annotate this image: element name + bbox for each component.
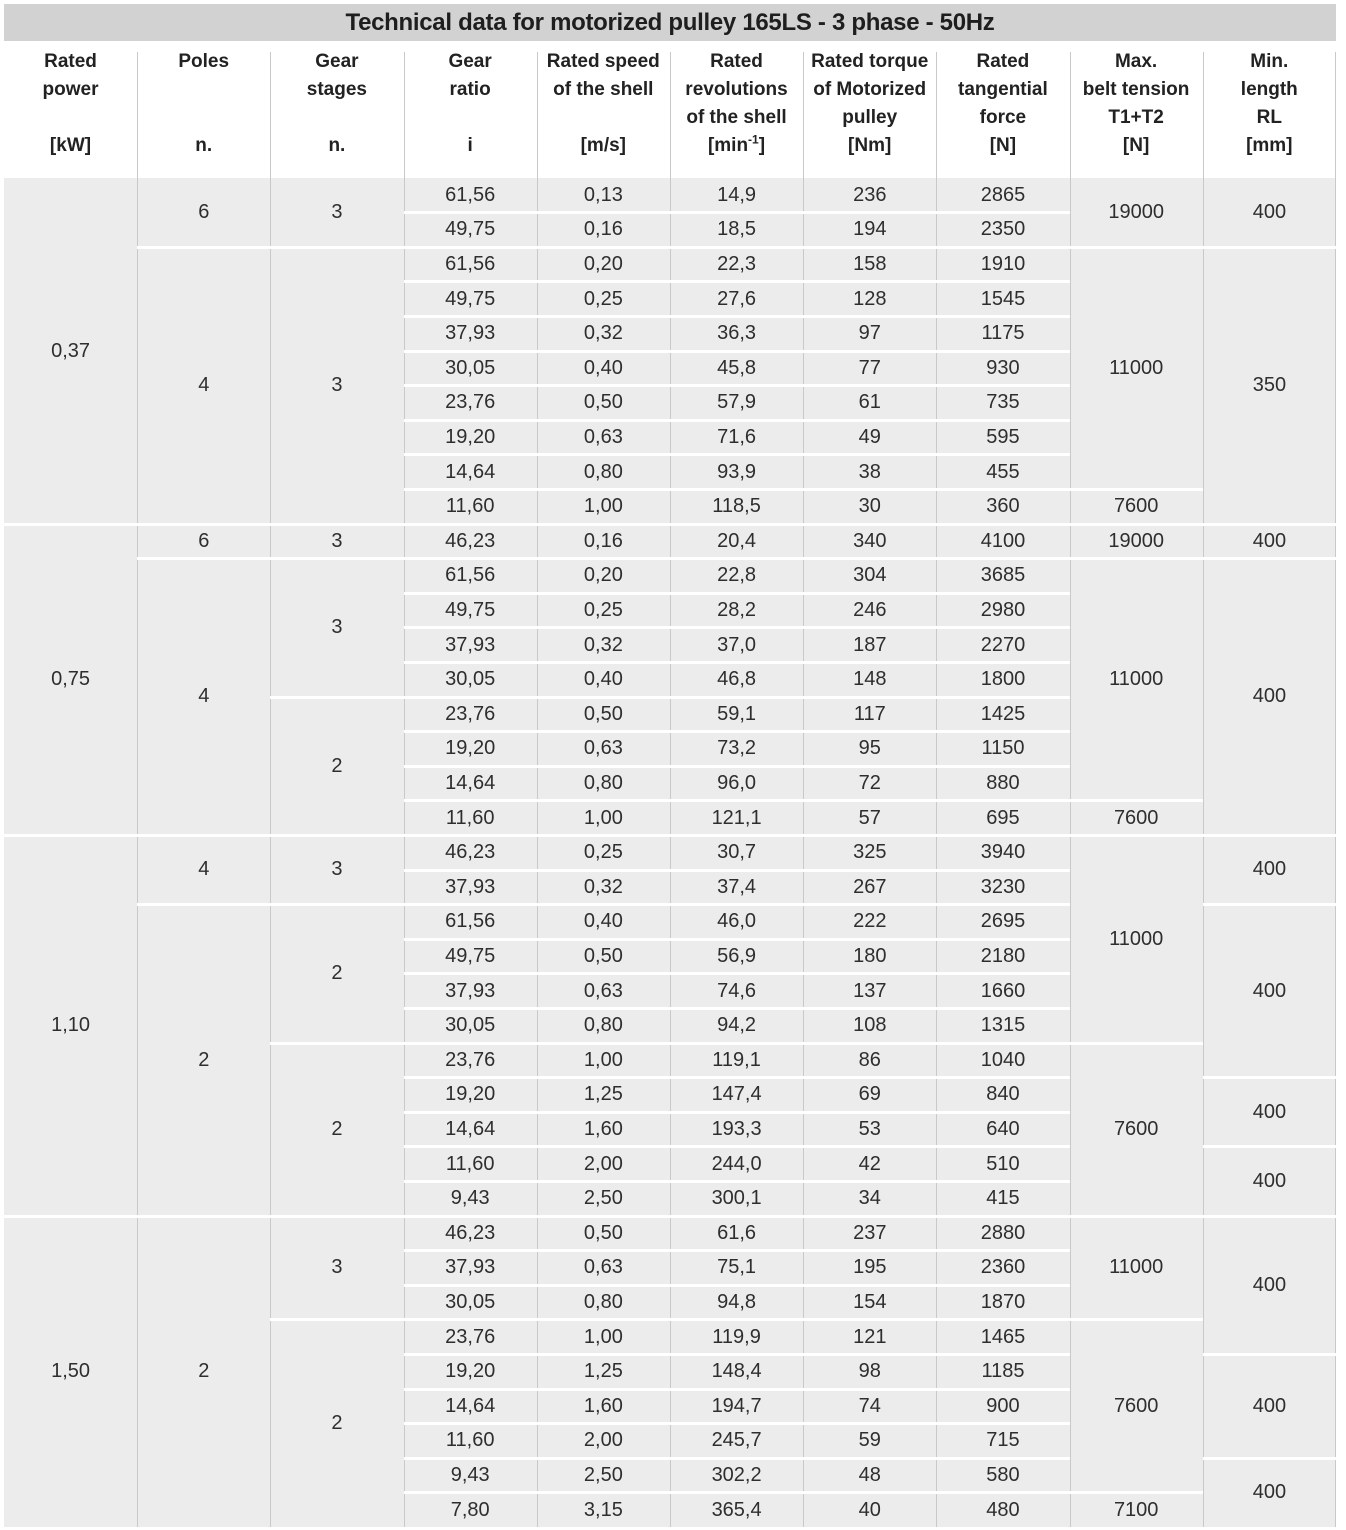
power-cell: 1,10 [51,1014,91,1037]
table-cell: 108 [853,1014,887,1037]
stages-cell: 3 [331,201,343,224]
column-header-line: stages [306,79,367,100]
table-cell: 59,1 [717,702,757,725]
table-cell: 46,23 [445,841,496,864]
table-cell: 0,63 [583,1256,623,1279]
tension-cell: 19000 [1108,529,1164,552]
table-cell: 7,80 [450,1498,490,1521]
table-cell: 510 [986,1152,1020,1175]
table-cell: 37,93 [445,633,496,656]
table-cell: 595 [986,425,1020,448]
table-cell: 1,00 [583,1325,623,1348]
table-cell: 37,93 [445,875,496,898]
table-cell: 96,0 [717,771,757,794]
table-cell: 1185 [981,1360,1025,1383]
table-cell: 19,20 [445,1360,496,1383]
table-cell: 23,76 [445,1325,496,1348]
table-cell: 0,16 [583,218,623,241]
table-cell: 3940 [980,841,1026,864]
table-cell: 193,3 [711,1117,762,1140]
table-cell: 4100 [980,529,1026,552]
table-cell: 20,4 [717,529,757,552]
table-cell: 2,50 [583,1463,623,1486]
table-cell: 0,25 [583,841,623,864]
table-cell: 75,1 [717,1256,757,1279]
table-cell: 137 [853,979,887,1002]
table-cell: 49,75 [445,598,496,621]
table-cell: 37,4 [717,875,757,898]
table-cell: 11,60 [445,806,495,829]
table-cell: 580 [986,1463,1020,1486]
length-cell: 400 [1252,1481,1287,1504]
table-cell: 1,00 [583,1048,623,1071]
table-cell: 194,7 [711,1394,762,1417]
column-header-line: length [1240,79,1298,100]
table-cell: 38 [858,460,881,483]
stages-cell: 2 [331,1412,343,1435]
table-cell: 0,80 [583,460,623,483]
table-cell: 27,6 [717,287,757,310]
table-cell: 30,05 [445,1014,496,1037]
table-cell: 304 [853,564,887,587]
table-cell: 37,0 [717,633,757,656]
length-cell: 400 [1252,1100,1287,1123]
table-cell: 61,56 [445,910,496,933]
column-header-4 [537,48,670,176]
table-cell: 246 [853,598,887,621]
tension-cell: 7600 [1113,1118,1159,1140]
table-cell: 37,93 [445,1256,496,1279]
table-cell: 11,60 [445,1152,495,1175]
table-cell: 930 [986,356,1020,379]
poles-cell: 6 [198,201,210,224]
table-cell: 148 [853,668,887,691]
column-header-line: belt tension [1082,79,1190,100]
table-cell: 0,63 [583,737,623,760]
column-header-line: [Nm] [848,135,892,156]
poles-cell: 4 [198,685,210,708]
column-header-line: pulley [842,107,898,128]
column-header-3 [404,48,537,176]
table-cell: 23,76 [445,391,496,414]
table-cell: 37,93 [445,322,496,345]
table-cell: 48 [858,1463,881,1486]
table-cell: 22,3 [717,252,757,275]
tension-cell: 11000 [1109,1256,1164,1279]
length-cell: 400 [1252,858,1287,881]
length-cell: 400 [1252,685,1287,708]
table-cell: 9,43 [450,1187,490,1210]
column-header-line [270,104,403,132]
length-cell: 350 [1252,374,1287,397]
table-cell: 2360 [980,1256,1026,1279]
table-cell: 23,76 [445,1048,496,1071]
table-cell: 0,50 [583,944,623,967]
table-cell: 715 [986,1429,1020,1452]
table-cell: 360 [986,495,1020,518]
table-cell: 46,0 [717,910,757,933]
table-cell: 187 [853,633,887,656]
table-cell: 34 [858,1187,881,1210]
table-cell: 49,75 [445,287,496,310]
column-header-8 [1070,48,1203,176]
table-cell: 1,00 [583,495,623,518]
stages-cell: 3 [331,1256,343,1279]
table-cell: 148,4 [711,1360,762,1383]
table-cell: 480 [986,1498,1020,1521]
column-header-line [537,104,670,132]
poles-cell: 4 [198,858,210,881]
column-header-line [404,104,537,132]
table-cell: 128 [853,287,887,310]
table-cell: 74 [858,1394,881,1417]
table-cell: 2880 [980,1221,1026,1244]
column-header-7 [936,48,1069,176]
table-cell: 28,2 [717,598,757,621]
stages-cell: 3 [331,858,343,881]
table-cell: 119,9 [712,1325,761,1348]
table-cell: 74,6 [717,979,757,1002]
table-cell: 14,9 [717,183,757,206]
table-cell: 2,00 [583,1152,623,1175]
table-cell: 49,75 [445,944,496,967]
table-cell: 0,40 [583,910,623,933]
table-cell: 0,25 [583,598,623,621]
column-header-line: revolutions [685,79,788,100]
stages-cell: 2 [331,754,343,777]
table-cell: 1,60 [583,1394,623,1417]
table-cell: 245,7 [711,1429,762,1452]
table-cell: 455 [986,460,1020,483]
table-cell: 71,6 [717,425,757,448]
table-cell: 19,20 [445,737,496,760]
table-cell: 0,80 [583,771,623,794]
table-cell: 0,50 [583,391,623,414]
table-cell: 61 [858,391,881,414]
poles-cell: 4 [198,374,210,397]
length-cell: 400 [1252,1394,1287,1417]
column-header-line: Rated torque [811,51,929,72]
table-cell: 30,7 [717,841,757,864]
table-cell: 57 [858,806,881,829]
poles-cell: 2 [198,1360,210,1383]
table-cell: 154 [853,1290,887,1313]
stages-cell: 2 [331,1118,343,1140]
table-cell: 19,20 [445,425,496,448]
length-cell: 400 [1252,201,1287,224]
table-cell: 119,1 [712,1048,761,1071]
table-cell: 3,15 [583,1498,623,1521]
table-cell: 117 [853,702,886,725]
table-cell: 0,32 [583,633,623,656]
column-header-line: of the shell [553,79,654,100]
length-cell: 400 [1252,529,1287,552]
table-cell: 61,56 [445,564,496,587]
column-header-2 [270,48,403,176]
table-cell: 69 [858,1083,881,1106]
table-cell: 0,40 [583,356,623,379]
column-header-line: Rated [710,51,763,72]
poles-cell: 2 [198,1048,210,1071]
table-title: Technical data for motorized pulley 165LS - 3 phase - 50Hz [4,4,1336,41]
table-cell: 49 [858,425,881,448]
table-cell: 73,2 [717,737,757,760]
table-cell: 267 [853,875,887,898]
column-header-line: i [467,135,473,156]
table-cell: 0,63 [583,425,623,448]
table-cell: 0,63 [583,979,623,1002]
column-header-line: [kW] [49,135,92,156]
table-cell: 2,50 [583,1187,623,1210]
table-cell: 86 [858,1048,881,1071]
table-cell: 18,5 [717,218,757,241]
tension-cell: 11000 [1109,668,1164,691]
table-cell: 72 [858,771,881,794]
table-cell: 1425 [980,702,1026,725]
column-header-line: tangential [958,79,1048,100]
table-cell: 2180 [980,944,1026,967]
table-cell: 0,25 [583,287,623,310]
table-cell: 695 [986,806,1020,829]
table-cell: 1,25 [583,1083,623,1106]
table-cell: 61,56 [445,183,496,206]
table-cell: 46,23 [445,1221,496,1244]
table-cell: 121,1 [711,806,762,829]
table-cell: 23,76 [445,702,496,725]
table-cell: 30,05 [445,668,496,691]
table-cell: 2,00 [583,1429,623,1452]
column-header-line: [N] [989,135,1017,156]
table-cell: 2980 [980,598,1026,621]
table-cell: 365,4 [711,1498,762,1521]
table-cell: 325 [853,841,887,864]
column-header-line: Min. [1250,51,1289,72]
table-cell: 1660 [980,979,1026,1002]
table-cell: 302,2 [711,1463,762,1486]
table-cell: 61,6 [717,1221,757,1244]
table-cell: 300,1 [711,1187,762,1210]
tension-cell: 11000 [1109,927,1164,950]
table-cell: 53 [858,1117,881,1140]
table-cell: 37,93 [445,979,496,1002]
table-cell: 840 [986,1083,1020,1106]
table-cell: 194 [853,218,887,241]
table-cell: 36,3 [717,322,757,345]
column-header-line: power [42,79,99,100]
column-header-line [137,76,270,104]
table-cell: 94,2 [717,1014,757,1037]
column-header-line: Poles [178,51,230,72]
tension-cell: 11000 [1109,356,1164,379]
table-cell: 1,25 [583,1360,623,1383]
power-cell: 1,50 [51,1360,91,1383]
table-cell: 0,13 [583,183,623,206]
table-cell: 40 [858,1498,881,1521]
column-header-0 [4,48,137,176]
column-header-line: of Motorized [813,79,927,100]
stages-cell: 2 [331,962,343,985]
table-cell: 97 [858,322,881,345]
column-header-line: $[\min^{-1}]$ [707,132,766,156]
table-cell: 30,05 [445,1290,496,1313]
column-header-line: Rated [44,51,97,72]
table-cell: 9,43 [450,1463,490,1486]
column-header-line [137,104,270,132]
table-cell: 1040 [980,1048,1026,1071]
table-cell: 0,80 [583,1014,623,1037]
table-cell: 415 [986,1187,1020,1210]
table-cell: 222 [853,910,887,933]
table-cell: 1,00 [583,806,623,829]
column-header-line: Rated speed [546,51,660,72]
column-header-line: of the shell [686,107,787,128]
table-cell: 77 [858,356,881,379]
table-cell: 56,9 [717,944,757,967]
column-header-line: Max. [1114,51,1158,72]
table-cell: 14,64 [445,460,496,483]
table-cell: 2695 [980,910,1026,933]
length-cell: 400 [1252,979,1287,1002]
table-cell: 0,32 [583,875,623,898]
table-cell: 237 [853,1221,887,1244]
table-cell: 94,8 [717,1290,757,1313]
table-cell: 49,75 [445,218,496,241]
column-header-line: n. [195,135,213,156]
table-cell: 11,60 [445,1429,495,1452]
column-header-line: RL [1256,107,1282,128]
table-cell: 93,9 [717,460,757,483]
table-cell: 2865 [980,183,1026,206]
table-cell: 0,50 [583,1221,623,1244]
tension-cell: 7600 [1113,495,1159,518]
length-cell: 400 [1252,1273,1287,1296]
column-header-line: [mm] [1246,135,1293,156]
table-cell: 19,20 [445,1083,496,1106]
table-cell: 158 [853,252,887,275]
stages-cell: 3 [331,616,343,639]
table-cell: 14,64 [445,1394,496,1417]
table-cell: 0,80 [583,1290,623,1313]
column-header-line: Rated [976,51,1030,72]
table-cell: 14,64 [445,1117,496,1140]
tension-cell: 19000 [1108,201,1164,224]
table-cell: 0,16 [583,529,623,552]
table-cell: 98 [858,1360,881,1383]
table-cell: 2350 [980,218,1026,241]
column-header-line: force [979,107,1027,128]
column-header-5 [670,48,803,176]
column-header-line [4,104,137,132]
column-header-line: T1+T2 [1108,107,1164,128]
table-cell: 1,60 [583,1117,623,1140]
table-cell: 46,8 [717,668,757,691]
table-cell: 340 [853,529,887,552]
table-cell: 57,9 [717,391,757,414]
table-cell: 147,4 [711,1083,762,1106]
table-cell: 59 [858,1429,881,1452]
table-cell: 2270 [980,633,1026,656]
table-cell: 880 [986,771,1020,794]
table-cell: 1910 [980,252,1026,275]
power-cell: 0,75 [51,668,91,691]
table-cell: 640 [986,1117,1020,1140]
table-cell: 61,56 [445,252,496,275]
column-header-line: ratio [449,79,491,100]
poles-cell: 6 [198,529,210,552]
power-cell: 0,37 [51,339,91,362]
table-cell: 1175 [981,322,1025,345]
table-cell: 45,8 [717,356,757,379]
table-cell: 0,40 [583,668,623,691]
column-header-line: n. [328,135,346,156]
table-cell: 11,60 [445,495,495,518]
table-cell: 30 [858,495,881,518]
table-cell: 121 [853,1325,887,1348]
column-header-line: [N] [1122,135,1150,156]
stages-cell: 3 [331,529,343,552]
table-cell: 236 [853,183,887,206]
tension-cell: 7600 [1113,806,1159,829]
length-cell: 400 [1252,1169,1287,1192]
table-cell: 3685 [980,564,1026,587]
table-cell: 244,0 [711,1152,762,1175]
table-cell: 22,8 [717,564,757,587]
table-cell: 1315 [980,1014,1026,1037]
table-cell: 46,23 [445,529,496,552]
column-header-line: Gear [448,51,492,72]
column-header-line: [m/s] [580,135,626,156]
column-header-9 [1203,48,1336,176]
table-cell: 42 [858,1152,881,1175]
table-cell: 735 [986,391,1020,414]
table-cell: 900 [986,1394,1020,1417]
table-cell: 1545 [980,287,1026,310]
table-cell: 0,32 [583,322,623,345]
table-cell: 95 [858,737,881,760]
table-cell: 118,5 [712,495,761,518]
column-header-6 [803,48,936,176]
column-header-1 [137,48,270,176]
table-cell: 195 [853,1256,887,1279]
table-cell: 1150 [981,737,1025,760]
table-cell: 1800 [980,668,1026,691]
table-cell: 30,05 [445,356,496,379]
tension-cell: 7600 [1113,1394,1159,1417]
table-cell: 3230 [980,875,1026,898]
table-cell: 1870 [980,1290,1026,1313]
table-cell: 14,64 [445,771,496,794]
table-cell: 180 [853,944,887,967]
stages-cell: 3 [331,374,343,397]
column-header-line: Gear [315,51,359,72]
table-cell: 0,50 [583,702,623,725]
table-cell: 0,20 [583,564,623,587]
table-cell: 1465 [980,1325,1026,1348]
table-cell: 0,20 [583,252,623,275]
tension-cell: 7100 [1113,1498,1159,1521]
